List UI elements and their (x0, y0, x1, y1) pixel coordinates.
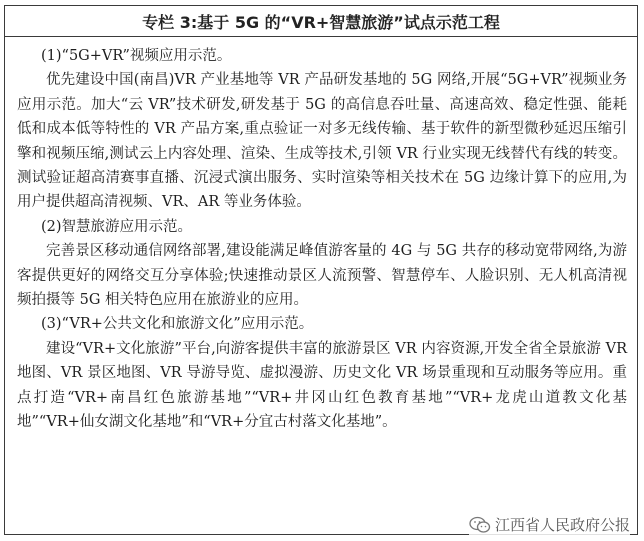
section-text-1: 优先建设中国(南昌)VR 产业基地等 VR 产品研发基地的 5G 网络,开展“5G+VR”视频业务应用示范。加大“云 VR”技术研发,研发基于 5G 的高信息吞吐量、高速高效、稳定性强、能耗低和成本低等特性的 VR 产品方案,重点验证一对多无线传输、基于软件的新型微秒延迟压缩引擎和视频压缩,测试云上内容处理、渲染、生成等技术,引领 VR 行业实现无线替代有线的转变。测试验证超高清赛事直播、沉浸式演出服务、实时渲染等相关技术在 5G 边缘计算下的应用,为用户提供超高清视频、VR、AR 等业务体验。 (17, 72, 627, 211)
section-heading-2: (2)智慧旅游应用示范。 (41, 218, 193, 235)
watermark (469, 514, 630, 535)
box-title: 专栏 3:基于 5G 的“VR+智慧旅游”试点示范工程 (5, 6, 637, 37)
wechat-icon (469, 516, 491, 534)
box-content (5, 37, 637, 435)
watermark-text: 江西省人民政府公报 (494, 516, 630, 534)
feature-box (4, 5, 638, 535)
section-text-3: 建设“VR+文化旅游”平台,向游客提供丰富的旅游景区 VR 内容资源,开发全省全景旅游 VR 地图、VR 景区地图、VR 导游导览、虚拟漫游、历史文化 VR 场景重现和互动服务等应用。重点打造“VR+南昌红色旅游基地”“VR+井冈山红色教育基地”“VR+龙虎山道教文化基地”“VR+仙女湖文化基地”和“VR+分宜古村落文化基地”。 (17, 340, 627, 431)
section-heading-3: (3)“VR+公共文化和旅游文化”应用示范。 (41, 316, 314, 333)
section-text-2: 完善景区移动通信网络部署,建设能满足峰值游客量的 4G 与 5G 共存的移动宽带网络,为游客提供更好的网络交互分享体验;快速推动景区人流预警、智慧停车、人脸识别、无人机高清视频拍摄等 5G 相关特色应用在旅游业的应用。 (17, 243, 627, 309)
section-heading-1: (1)“5G+VR”视频应用示范。 (41, 48, 232, 64)
